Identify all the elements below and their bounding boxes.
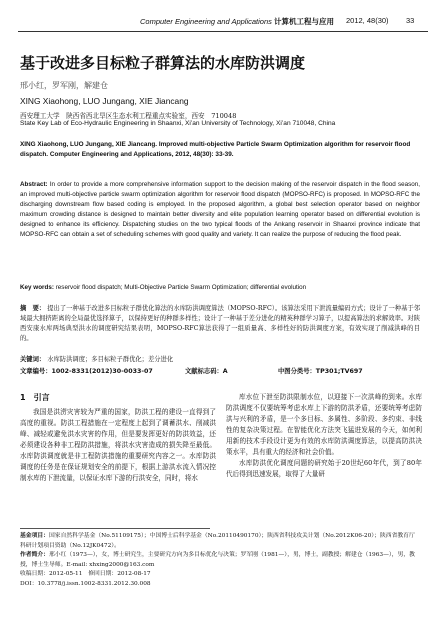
received-date: 收稿日期：2012-05-11 修回日期：2012-08-17 [20,571,151,577]
body-left-column [20,392,216,484]
affiliation-en: State Key Lab of Eco-Hydraulic Engineering in Shaanxi, Xi’an University of Technology, Xi’an 710048, China [20,120,336,127]
keywords-cn-text: 水库防洪调度；多目标粒子群优化；差分进化 [47,356,174,363]
fund-text: 国家自然科学基金（No.51109175）；中国博士后科学基金（No.20110490170）；陕西省科技攻关计划（No.2012K06-20）；陕西省教育厅科研计划项目资助（No.12JK0472）。 [20,533,415,549]
section-heading: 1 引言 [20,393,50,402]
keywords-en [20,283,420,293]
footnote-rule [20,528,210,529]
citation: XING Xiaohong, LUO Jungang, XIE Jiancang. Improved multi-objective Particle Swarm Optimization algorithm for reservoir flood dispatch. Computer Engineering and Applications, 2012, 48(30): 33-39. [20,141,411,158]
doi: DOI：10.3778/j.issn.1002-8331.2012.30.008 [20,580,151,587]
article-number: 文章编号：1002-8331(2012)30-0033-07 [20,368,153,375]
keywords-cn-label: 关键词： [20,356,46,363]
author-bio-label: 作者简介： [20,552,49,558]
fund-label: 基金项目： [20,533,49,539]
document-code: 文献标志码：A [185,368,228,375]
abstract-cn [20,304,420,344]
journal-name-cn: 计算机工程与应用 [273,17,334,26]
abstract-label: Abstract: [20,181,48,188]
page-number: 33 [406,16,415,25]
body-paragraph: 库水位下泄至防洪限制水位，以迎接下一次洪峰的到来。水库防洪调度不仅要统筹考虑水库上下游的防洪矛盾，还要统筹考虑防洪与兴利的矛盾，是一个多目标、多属性、多阶段、多约束、非线性的复杂决策过程。在智能优化方法突飞猛进发展的今天，如何利用新的技术手段设计更为有效的水库防洪调度算法，以提高防洪决策水平，具有重大的经济和社会价值。 [226,393,422,456]
author-note [20,551,420,570]
footnotes [20,532,420,589]
page-header [0,0,440,32]
keywords-cn [20,354,420,363]
body-paragraph-right [226,392,422,480]
keywords-text: reservoir flood dispatch; Multi-Objective Particle Swarm Optimization; differential evolution [55,284,307,291]
author-bio-text: 邢小红（1973—），女，博士研究生，主要研究方向为多目标优化与决策；罗军刚（1981—），男，博士，副教授；解建仓（1963—），男，教授，博士生导师。E-mail: xhxing2000@163.com [20,552,415,568]
abstract-cn-label: 摘 要： [20,305,46,312]
authors-cn: 邢小红，罗军刚，解建仓 [20,81,108,90]
abstract-cn-text: 提出了一种基于改进多目标粒子群优化算法的水库防洪调度算法（MOPSO-RFC）。该算法采用下泄流量编码方式；设计了一种基于邻域最大拥挤距离的全局最优选择算子，以保持更好的种群多样性；设计了一种基于差分进化的精英种群学习算子，以提高算法的求解效率。对陕西安康水库两场典型洪水的调度研究结果表明，MOPSO-RFC算法获得了一组质量高、多样性好的防洪调度方案，有效实现了削减洪峰的目的。 [20,305,420,342]
body-right-column [226,392,422,480]
abstract-text: In order to provide a more comprehensive information support to the decision making of the reservoir dispatch in the flood season, an improved multi-objective particle swarm optimization algorithm for reservoir flood dispatch (MOPSO-RFC) is proposed. In MOPSO-RFC the discharging downstream flow based coding is employed. In the proposed algorithm, a global best selection operator based on neighbor maximum crowding distance is designed to maintain better diversity and elite population learning operator based on differential evolution is designed to enhance its efficiency. Dispatching studies on the two typical floods of the Ankang reservoir in Shaanxi province indicate that MOPSO-RFC can obtain a set of scheduling schemes with good quality and variety. It can realize the purpose of reducing the flood peak. [20,181,420,238]
clc-number: 中图分类号：TP301;TV697 [278,368,363,375]
body-paragraph: 我国是洪涝灾害较为严重的国家，防洪工程的建设一直得到了高度的重视。防洪工程措施在一定程度上起到了调蓄洪水、削减洪峰、减轻或避免洪水灾害的作用，但是要发挥更好的防洪效益，还必须建设各种非工程防洪措施，将洪水灾害造成的损失降至最低。水库防洪调度就是非工程防洪措施的重要研究内容之一。水库防洪调度的任务是在保证规划安全的前提下，根据上游洪水流入情况控制水库的下泄流量，以保证水库下游的行洪安全，同时，将水 [20,408,216,482]
journal-name-en: Computer Engineering and Applications [140,17,272,26]
issue-info: 2012, 48(30) [346,16,389,25]
paper-title: 基于改进多目标粒子群算法的水库防洪调度 [20,54,306,72]
affiliation-cn: 西安理工大学 陕西省西北旱区生态水利工程重点实验室，西安 710048 [20,112,237,120]
authors-en: XING Xiaohong, LUO Jungang, XIE Jiancang [20,96,189,106]
journal-name [140,16,334,27]
header-rule [18,31,428,32]
keywords-label: Key words: [20,284,54,291]
abstract-en [20,180,420,240]
fund-note [20,532,420,551]
body-paragraph: 水库防洪优化调度问题的研究始于20世纪60年代，到了80年代后得到迅速发展，取得了大量研 [226,459,422,478]
